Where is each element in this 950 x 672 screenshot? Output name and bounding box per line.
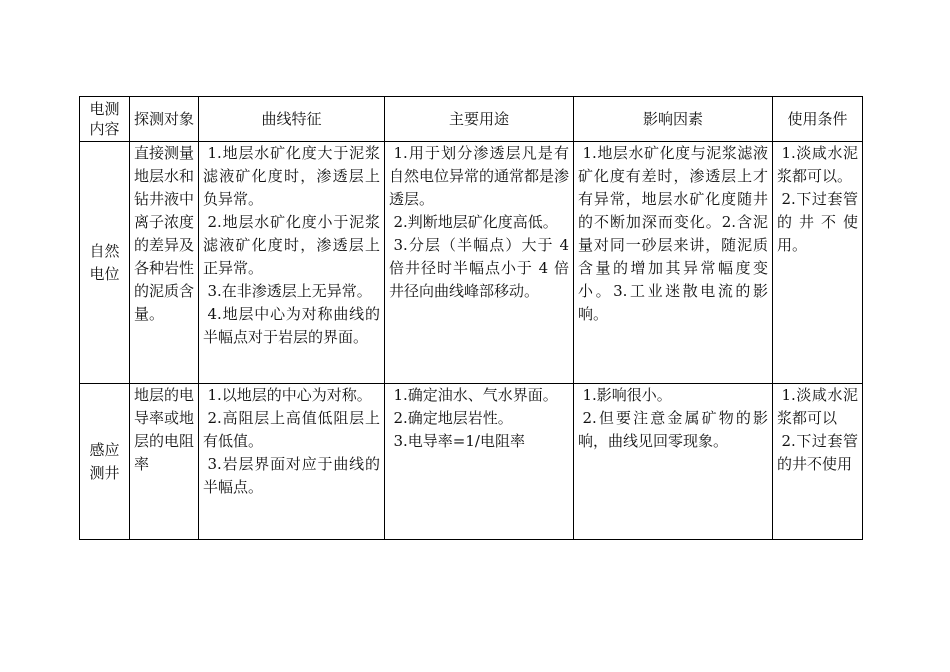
usage-item: 2.确定地层岩性。 (393, 409, 513, 427)
curve-item: 3.在非渗透层上无异常。 (207, 282, 372, 300)
conditions-cell (773, 142, 863, 384)
usage-item: 2.判断地层矿化度高低。 (393, 213, 558, 231)
logging-methods-table (79, 96, 863, 540)
curve-item: 3.岩层界面对应于曲线的半幅点。 (203, 455, 380, 496)
factors-item: 1.地层水矿化度与泥浆滤液矿化度有差时，渗透层上才有异常，地层水矿化度随井的不断加深而变化。2.含泥量对同一砂层来讲，随泥质含量的增加其异常幅度变小。3.工业迷散电流的影响。 (578, 144, 768, 323)
conditions-item: 2.下过套管的井不使用 (777, 432, 858, 473)
curve-item: 2.高阻层上高值低阻层上有低值。 (203, 409, 380, 450)
factors-item: 2.但要注意金属矿物的影响，曲线见回零现象。 (578, 409, 768, 450)
curve-item: 1.以地层的中心为对称。 (207, 386, 372, 404)
curve-item: 4.地层中心为对称曲线的半幅点对于岩层的界面。 (203, 305, 380, 346)
header-cell-curve: 曲线特征 (199, 97, 385, 142)
header-cell-conditions: 使用条件 (773, 97, 863, 142)
header-cell-method: 电测内容 (80, 97, 130, 142)
header-cell-usage: 主要用途 (385, 97, 574, 142)
usage-item: 3.电导率=1/电阻率 (393, 432, 525, 450)
header-cell-factors: 影响因素 (574, 97, 773, 142)
table-row (80, 142, 863, 384)
curve-cell (199, 384, 385, 540)
usage-cell (385, 142, 574, 384)
usage-item: 3.分层（半幅点）大于 4 倍井径时半幅点小于 4 倍井径向曲线峰部移动。 (389, 236, 569, 300)
curve-item: 2.地层水矿化度小于泥浆滤液矿化度时，渗透层上正异常。 (203, 213, 380, 277)
usage-item: 1.用于划分渗透层凡是有自然电位异常的通常都是渗透层。 (389, 144, 570, 208)
conditions-cell (773, 384, 863, 540)
usage-cell (385, 384, 574, 540)
method-cell: 感应测井 (80, 384, 130, 540)
method-cell: 自然电位 (80, 142, 130, 384)
factors-item: 1.影响很小。 (582, 386, 672, 404)
target-cell: 直接测量地层水和钻井液中离子浓度的差异及各种岩性的泥质含量。 (130, 142, 199, 384)
table-row (80, 384, 863, 540)
conditions-item: 1.淡咸水泥浆都可以 (777, 386, 858, 427)
factors-cell (574, 384, 773, 540)
target-cell: 地层的电导率或地层的电阻率 (130, 384, 199, 540)
usage-item: 1.确定油水、气水界面。 (393, 386, 558, 404)
conditions-item: 2.下过套管的井不使用。 (777, 190, 858, 254)
header-cell-target: 探测对象 (130, 97, 199, 142)
curve-cell (199, 142, 385, 384)
factors-cell (574, 142, 773, 384)
table-header-row (80, 97, 863, 142)
curve-item: 1.地层水矿化度大于泥浆滤液矿化度时，渗透层上负异常。 (203, 144, 380, 208)
conditions-item: 1.淡咸水泥浆都可以。 (777, 144, 858, 185)
